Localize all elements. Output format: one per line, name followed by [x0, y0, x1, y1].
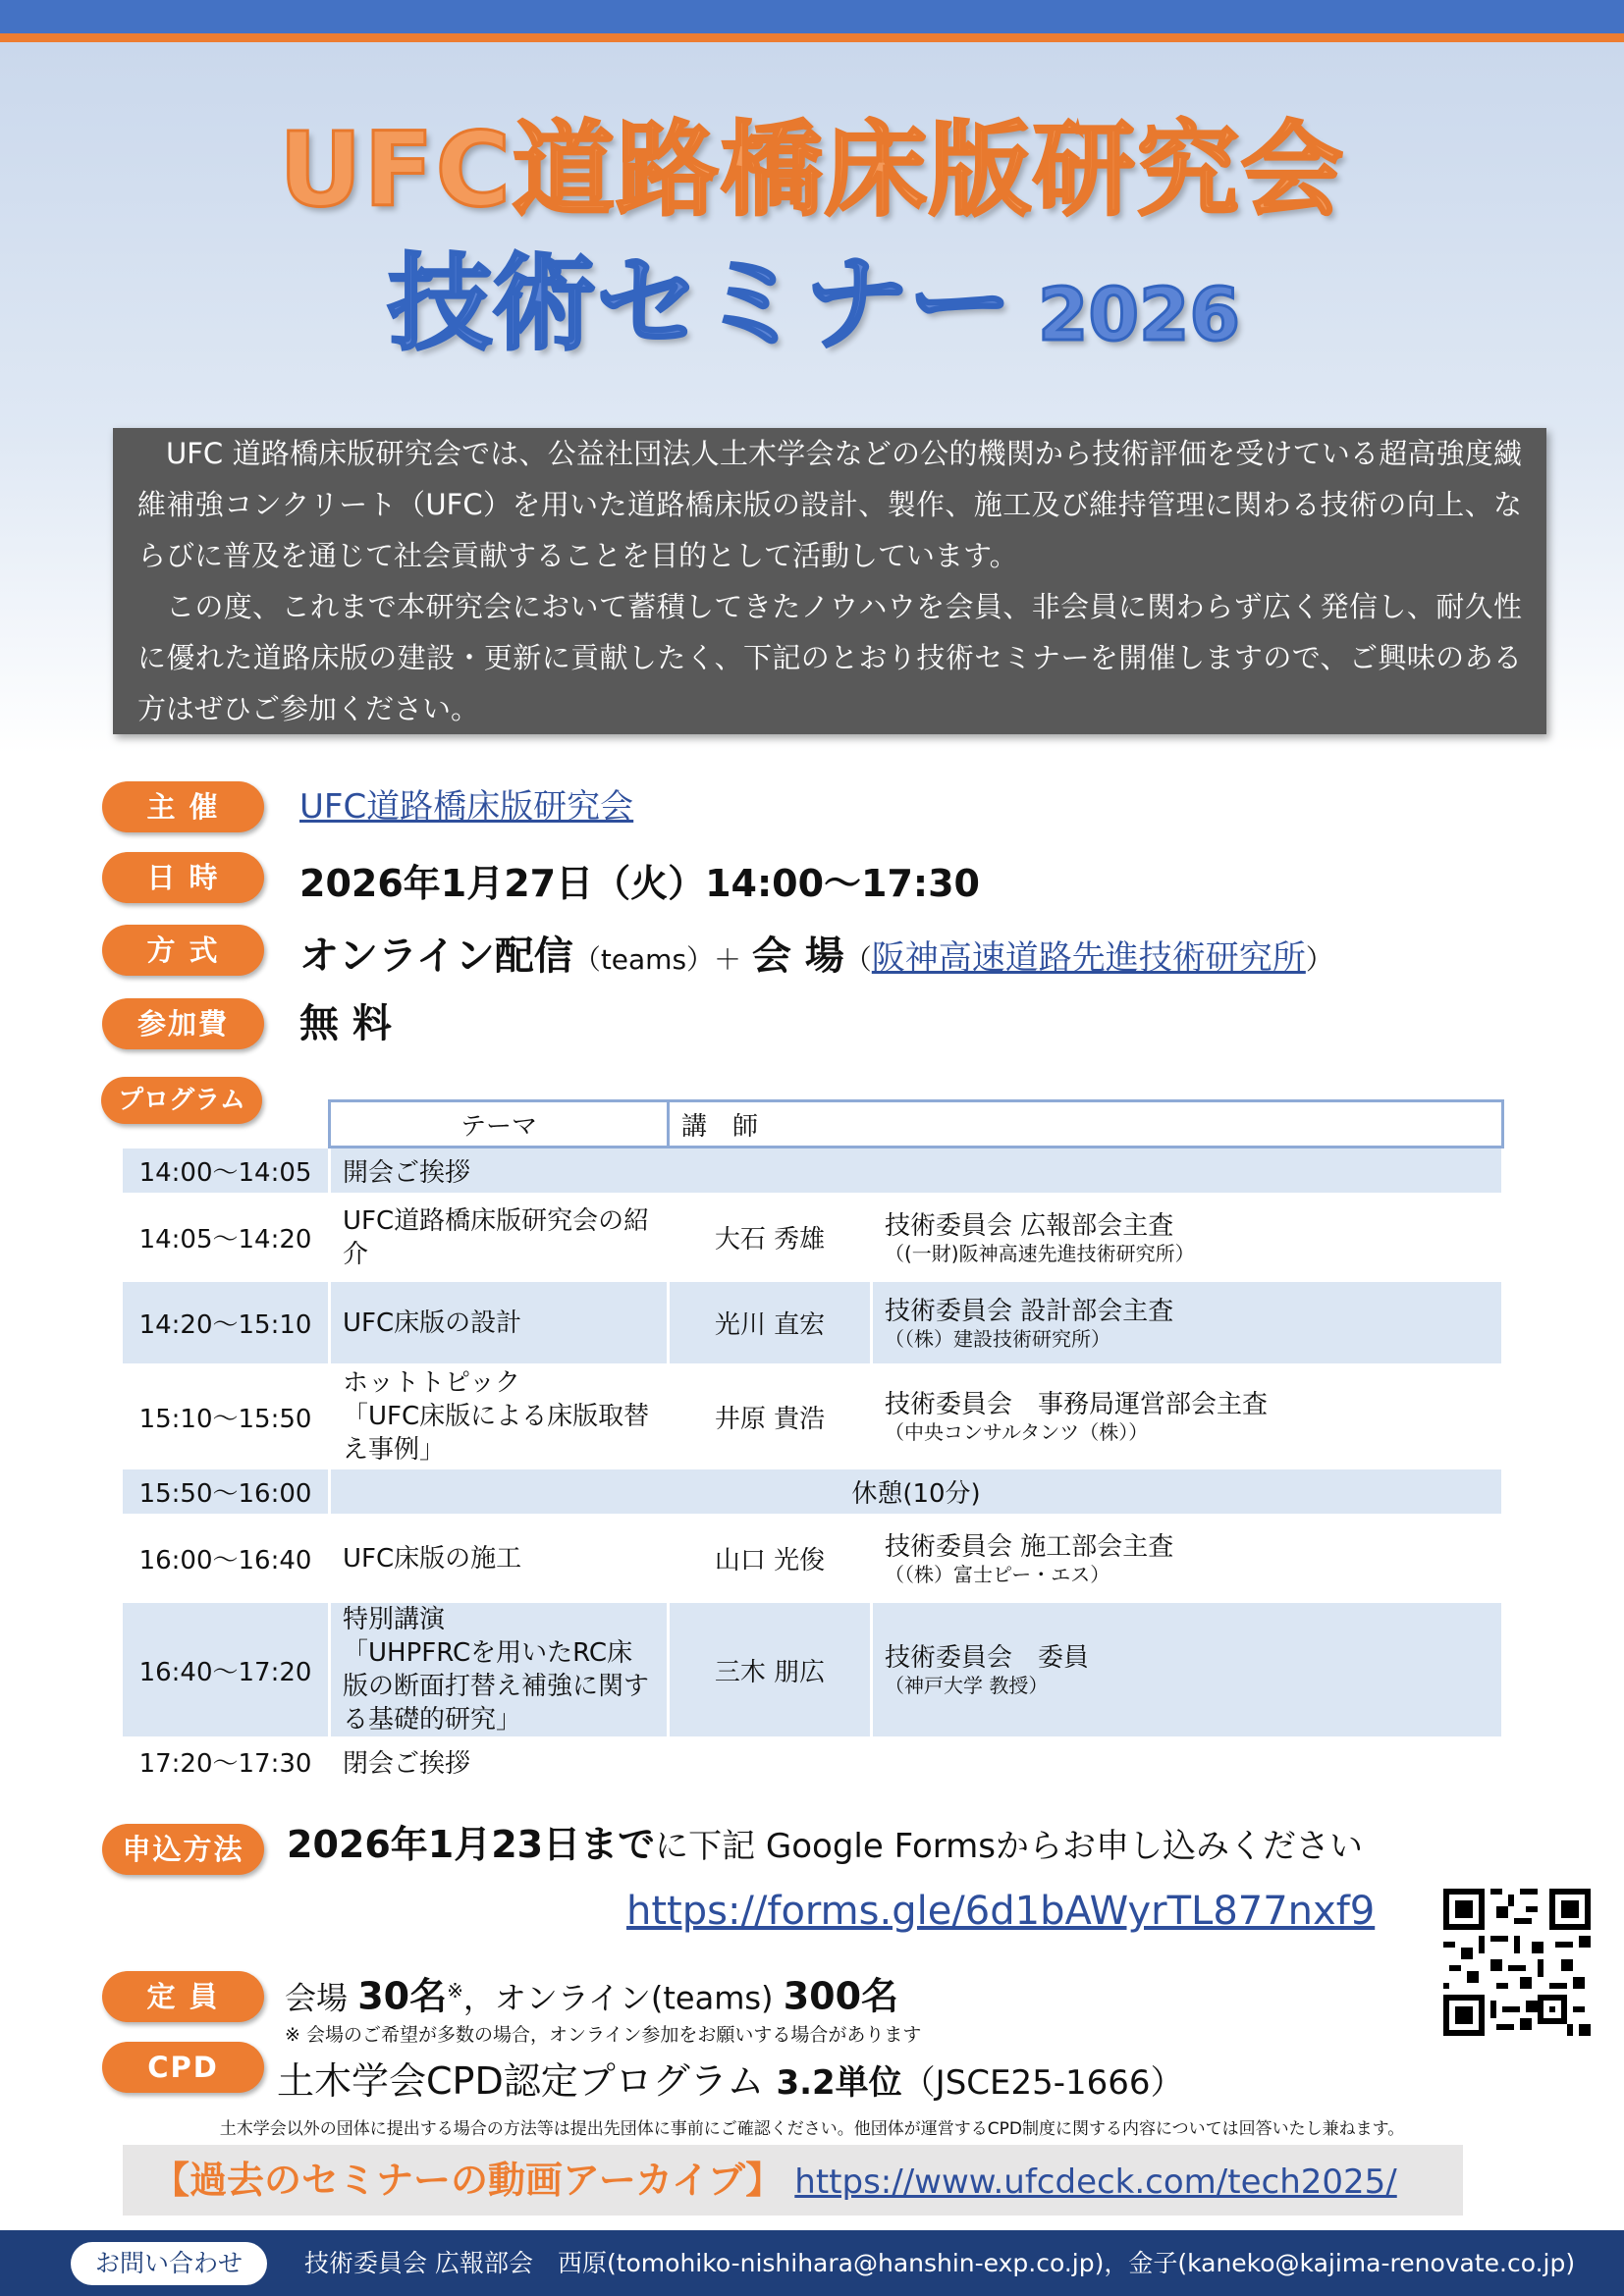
- row-break: 休憩(10分): [330, 1468, 1503, 1516]
- top-orange-line: [0, 33, 1624, 42]
- row-affiliation: [872, 1195, 1503, 1281]
- host-link[interactable]: UFC道路橋床版研究会: [299, 787, 634, 827]
- row-affiliation: [872, 1281, 1503, 1365]
- cpd-program: 土木学会CPD認定プログラム: [277, 2059, 765, 2103]
- format-online: オンライン配信: [299, 934, 573, 979]
- fee-value: 無 料: [299, 1001, 392, 1046]
- row-affiliation: [872, 1516, 1503, 1602]
- format-venue-close: ）: [1305, 943, 1333, 976]
- table-row: [123, 1602, 1503, 1738]
- row-theme-sub: 「UHPFRCを用いたRC床版の断面打替え補強に関する基礎的研究」: [343, 1638, 650, 1735]
- capacity-online-count: 300名: [783, 1974, 899, 2018]
- row-affiliation: [872, 1365, 1503, 1468]
- cpd-code: （JSCE25-1666）: [901, 2063, 1184, 2103]
- venue-link[interactable]: 阪神高速道路先進技術研究所: [871, 938, 1306, 978]
- row-time: 16:40～17:20: [123, 1602, 330, 1738]
- date-value: 2026年1月27日（火）14:00～17:30: [299, 862, 980, 905]
- table-row: [123, 1195, 1503, 1281]
- contact-text: 技術委員会 広報部会 西原(tomohiko-nishihara@hanshin-exp.co.jp)，金子(kaneko@kajima-renovate.co.jp): [304, 2249, 1576, 2277]
- row-affiliation-org: （（株）富士ピー・エス）: [885, 1562, 1110, 1586]
- format-value: [299, 931, 1333, 986]
- row-affiliation-org: （神戸大学 教授）: [885, 1674, 1049, 1697]
- format-teams: （teams）＋: [572, 943, 742, 976]
- capacity-venue-count: 30名: [357, 1974, 448, 2018]
- format-venue: 会 場: [751, 934, 844, 979]
- table-row: [123, 1516, 1503, 1602]
- title-seminar: [388, 240, 1240, 368]
- capacity-text: [285, 1965, 898, 2024]
- capacity-note: ※ 会場のご希望が多数の場合，オンライン参加をお願いする場合があります: [285, 2024, 922, 2046]
- row-affiliation-title: 技術委員会 施工部会主査: [885, 1531, 1174, 1562]
- archive-label: 【過去のセミナーの動画アーカイブ】: [152, 2159, 784, 2202]
- row-affiliation-org: （（株）建設技術研究所）: [885, 1326, 1110, 1351]
- title-organization: UFC道路橋床版研究会: [279, 110, 1345, 230]
- row-theme: UFC床版の設計: [330, 1281, 669, 1365]
- row-theme: UFC道路橋床版研究会の紹介: [330, 1195, 669, 1281]
- capacity-venue-mark: ※: [447, 1979, 463, 2002]
- row-theme: [330, 1365, 669, 1468]
- row-theme: 閉会ご挨拶: [330, 1738, 1503, 1786]
- capacity-online-prefix: ，オンライン(teams): [462, 1979, 774, 2017]
- cpd-label: CPD: [102, 2042, 264, 2093]
- row-time: 14:00～14:05: [123, 1148, 330, 1195]
- date-label: 日 時: [102, 852, 264, 903]
- format-venue-open: （: [843, 943, 872, 976]
- top-blue-bar: [0, 0, 1624, 33]
- title-year: 2026: [1038, 273, 1240, 357]
- archive-link[interactable]: https://www.ufcdeck.com/tech2025/: [794, 2163, 1397, 2202]
- intro-box: [113, 428, 1546, 734]
- row-affiliation: [872, 1602, 1503, 1738]
- table-row: [123, 1738, 1503, 1786]
- row-time: 16:00～16:40: [123, 1516, 330, 1602]
- row-theme: [330, 1602, 669, 1738]
- host-label: 主 催: [102, 781, 264, 832]
- apply-form-link[interactable]: https://forms.gle/6d1bAWyrTL877nxf9: [626, 1889, 1376, 1934]
- row-speaker: 山口 光俊: [669, 1516, 872, 1602]
- row-theme-title: ホットトピック: [343, 1368, 520, 1398]
- apply-instruction: に下記 Google Formsからお申し込みください: [655, 1827, 1363, 1866]
- table-row: [123, 1365, 1503, 1468]
- qr-code-image: [1443, 1889, 1591, 2036]
- format-label: 方 式: [102, 925, 264, 976]
- row-affiliation-title: 技術委員会 設計部会主査: [885, 1296, 1174, 1326]
- row-affiliation-title: 技術委員会 広報部会主査: [885, 1210, 1174, 1241]
- row-time: 14:05～14:20: [123, 1195, 330, 1281]
- row-theme-sub: 「UFC床版による床版取替え事例」: [343, 1402, 650, 1465]
- row-affiliation-title: 技術委員会 委員: [885, 1643, 1090, 1673]
- table-row: [123, 1148, 1503, 1195]
- program-header-theme: テーマ: [330, 1101, 669, 1148]
- footer-bar: [0, 2230, 1624, 2296]
- row-theme: UFC床版の施工: [330, 1516, 669, 1602]
- cpd-units: 3.2単位: [776, 2063, 902, 2103]
- program-header-row: [123, 1101, 1503, 1148]
- fee-label: 参加費: [102, 998, 264, 1049]
- program-label: プログラム: [101, 1077, 262, 1124]
- archive-banner: [123, 2145, 1463, 2216]
- apply-label: 申込方法: [102, 1824, 264, 1875]
- table-row: [123, 1281, 1503, 1365]
- intro-paragraph-2: この度、これまで本研究会において蓄積してきたノウハウを会員、非会員に関わらず広く発信し、耐久性に優れた道路床版の建設・更新に貢献したく、下記のとおり技術セミナーを開催しますので、ご興味のある方はぜひご参加ください。: [137, 590, 1522, 725]
- title-seminar-text: 技術セミナー: [388, 243, 1012, 364]
- row-speaker: 三木 朋広: [669, 1602, 872, 1738]
- cpd-text: [277, 2052, 1184, 2112]
- row-affiliation-org: （(一財)阪神高速先進技術研究所）: [885, 1241, 1195, 1265]
- row-affiliation-org: （中央コンサルタンツ（株））: [885, 1420, 1149, 1444]
- row-speaker: 井原 貴浩: [669, 1365, 872, 1468]
- cpd-note: 土木学会以外の団体に提出する場合の方法等は提出先団体に事前にご確認ください。他団体が運営するCPD制度に関する内容については回答いたし兼ねます。: [219, 2119, 1405, 2139]
- row-time: 14:20～15:10: [123, 1281, 330, 1365]
- apply-deadline: 2026年1月23日まで: [287, 1823, 656, 1866]
- table-row-break: [123, 1468, 1503, 1516]
- contact-label: お問い合わせ: [71, 2242, 267, 2285]
- row-time: 15:50～16:00: [123, 1468, 330, 1516]
- program-table: [123, 1099, 1504, 1787]
- row-affiliation-title: 技術委員会 事務局運営部会主査: [885, 1390, 1269, 1419]
- row-time: 17:20～17:30: [123, 1738, 330, 1786]
- capacity-label: 定 員: [102, 1971, 264, 2022]
- row-theme-title: 特別講演: [343, 1605, 446, 1634]
- host-value[interactable]: [299, 781, 633, 832]
- row-time: 15:10～15:50: [123, 1365, 330, 1468]
- row-theme: 開会ご挨拶: [330, 1148, 1503, 1195]
- apply-text: [287, 1819, 1363, 1872]
- row-speaker: 光川 直宏: [669, 1281, 872, 1365]
- intro-paragraph-1: UFC 道路橋床版研究会では、公益社団法人土木学会などの公的機関から技術評価を受けている超高強度繊維補強コンクリート（UFC）を用いた道路橋床版の設計、製作、施工及び維持管理に関わる技術の向上、ならびに普及を通じて社会貢献することを目的として活動しています。: [137, 437, 1522, 572]
- row-speaker: 大石 秀雄: [669, 1195, 872, 1281]
- program-header-speaker: 講 師: [669, 1101, 1503, 1148]
- capacity-venue-prefix: 会場: [285, 1979, 349, 2017]
